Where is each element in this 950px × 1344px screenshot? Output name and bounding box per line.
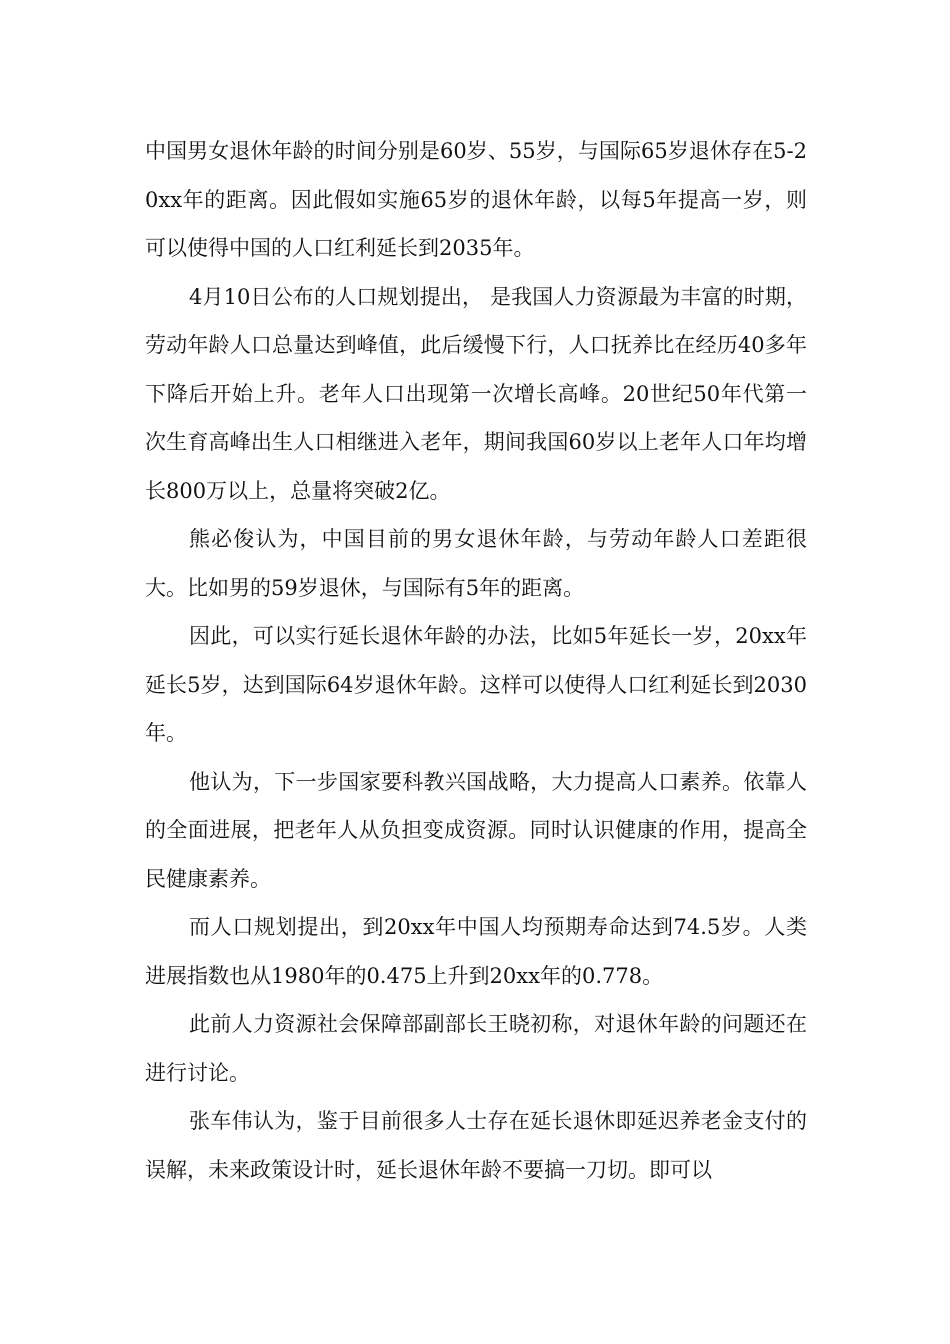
paragraph-life-expectancy: 而人口规划提出，到20xx年中国人均预期寿命达到74.5岁。人类进展指数也从1980年的0.475上升到20xx年的0.778。 bbox=[145, 915, 807, 988]
paragraph-retirement-age-comparison: 中国男女退休年龄的时间分别是60岁、55岁，与国际65岁退休存在5-20xx年的距离。因此假如实施65岁的退休年龄，以每5年提高一岁，则可以使得中国的人口红利延长到2035年。 bbox=[145, 139, 807, 260]
paragraph-talent-strategy: 他认为，下一步国家要科教兴国战略，大力提高人口素养。依靠人的全面进展，把老年人从负担变成资源。同时认识健康的作用，提高全民健康素养。 bbox=[145, 769, 807, 891]
paragraph-ministry-statement: 此前人力资源社会保障部副部长王晓初称，对退休年龄的问题还在进行讨论。 bbox=[145, 1012, 807, 1085]
paragraph-zhang-chewei-view: 张车伟认为，鉴于目前很多人士存在延长退休即延迟养老金支付的误解，未来政策设计时，延长退休年龄不要搞一刀切。即可以 bbox=[145, 1109, 807, 1182]
document-body bbox=[145, 127, 807, 1194]
paragraph-extend-retirement-method: 因此，可以实行延长退休年龄的办法，比如5年延长一岁，20xx年延长5岁，达到国际64岁退休年龄。这样可以使得人口红利延长到2030年。 bbox=[145, 624, 807, 745]
paragraph-population-plan: 4月10日公布的人口规划提出， 是我国人力资源最为丰富的时期，劳动年龄人口总量达到峰值，此后缓慢下行，人口抚养比在经历40多年下降后开始上升。老年人口出现第一次增长高峰。20世纪50年代第一次生育高峰出生人口相继进入老年，期间我国60岁以上老年人口年均增长800万以上，总量将突破2亿。 bbox=[145, 284, 807, 503]
paragraph-xiong-bijun-view: 熊必俊认为，中国目前的男女退休年龄，与劳动年龄人口差距很大。比如男的59岁退休，与国际有5年的距离。 bbox=[145, 527, 807, 600]
